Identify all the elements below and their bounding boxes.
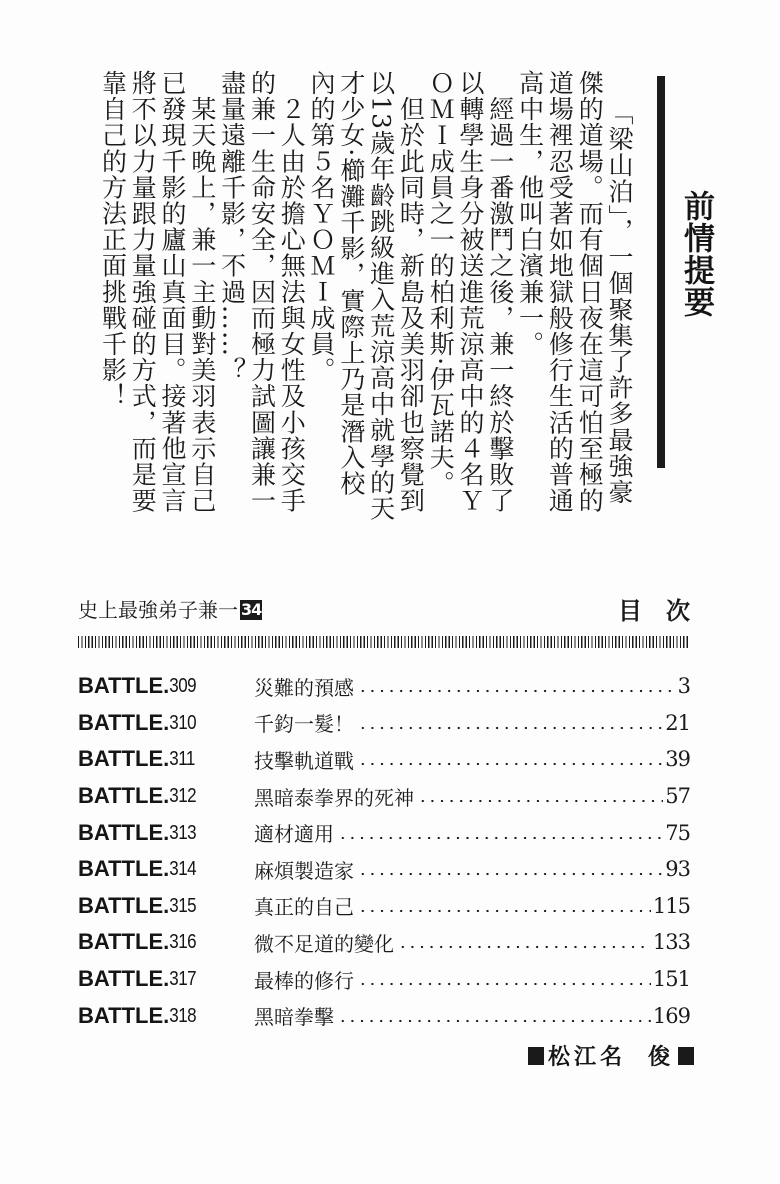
battle-label: BATTLE.315 [78, 892, 197, 918]
summary-column: 的兼一生命安全，因而極力試圖讓兼一 [247, 70, 277, 514]
chapter-title: 千鈞一髮！ [254, 712, 354, 737]
battle-label: BATTLE.317 [78, 966, 197, 992]
chapter-title: 適材適用 [254, 822, 334, 847]
summary-column: 已發現千影的廬山真面目。接著他宣言 [158, 70, 188, 514]
dot-leader [358, 688, 676, 694]
page-number: 115 [652, 893, 690, 918]
battle-label: BATTLE.311 [78, 746, 195, 772]
chapter-title: 黑暗拳擊 [254, 1005, 334, 1030]
page-number: 93 [665, 857, 690, 882]
toc-entry[interactable] [78, 668, 698, 705]
author-name: 松江名 俊 [547, 1045, 674, 1070]
battle-number: 316 [169, 930, 197, 954]
summary-column: 盡量遠離千影，不過……？ [217, 70, 247, 384]
battle-number: 312 [169, 784, 197, 807]
summary-column: 才少女·櫛灘千影，實際上乃是潛入校 [336, 70, 366, 497]
summary-side-rule [657, 76, 665, 468]
page-number: 21 [665, 710, 690, 735]
toc-entry[interactable] [78, 851, 698, 888]
toc-entry[interactable] [78, 924, 698, 961]
battle-number: 317 [169, 967, 197, 990]
dot-leader [358, 871, 663, 877]
contents-label: 目次 [618, 597, 714, 625]
summary-column: 某天晚上，兼一主動對美羽表示自己 [187, 70, 217, 514]
summary-column: ＯＭＩ成員之一的柏利斯·伊瓦諾夫。 [426, 70, 456, 497]
battle-label: BATTLE.318 [78, 1002, 197, 1028]
dot-leader [418, 798, 663, 804]
series-title [78, 596, 262, 624]
chapter-title: 技擊軌道戰 [254, 748, 354, 773]
summary-column: 以13歲年齡跳級進入荒涼高中就學的天 [366, 70, 396, 522]
page-number: 169 [652, 1003, 690, 1028]
page-number: 75 [665, 820, 690, 845]
toc-entry[interactable] [78, 778, 698, 815]
battle-label: BATTLE.310 [78, 709, 197, 735]
dot-leader [358, 761, 663, 767]
dot-leader [398, 944, 651, 950]
dot-leader [358, 725, 663, 731]
toc-entry[interactable] [78, 961, 698, 998]
battle-number: 310 [169, 710, 197, 734]
toc-entry[interactable] [78, 705, 698, 742]
summary-column: 但於此同時，新島及美羽卻也察覺到 [396, 70, 426, 514]
page-number: 133 [652, 930, 690, 955]
summary-column: 以轉學生身分被送進荒涼高中的４名Ｙ [456, 70, 486, 514]
page-number: 151 [652, 967, 690, 992]
summary-column: 靠自己的方法正面挑戰千影！ [98, 70, 128, 410]
page-number: 3 [677, 674, 690, 699]
chapter-title: 微不足道的變化 [254, 931, 394, 956]
toc-entry[interactable] [78, 888, 698, 925]
summary-column: 傑的道場。而有個日夜在這可怕至極的 [575, 70, 605, 514]
page-number: 57 [665, 784, 690, 809]
toc-entry[interactable] [78, 741, 698, 778]
summary-column: ２人由於擔心無法與女性及小孩交手 [277, 70, 307, 514]
page-number: 39 [665, 747, 690, 772]
battle-label: BATTLE.316 [78, 929, 197, 955]
battle-label: BATTLE.314 [78, 856, 197, 882]
toc-entry[interactable] [78, 814, 698, 851]
battle-number: 314 [169, 857, 197, 881]
chapter-title: 黑暗泰拳界的死神 [254, 785, 414, 810]
battle-label: BATTLE.309 [78, 673, 197, 699]
volume-badge: 34 [241, 600, 262, 619]
square-bullet-icon [528, 1047, 544, 1065]
story-summary [62, 70, 634, 522]
battle-number: 309 [169, 674, 197, 698]
barcode-divider [78, 636, 690, 648]
battle-label: BATTLE.313 [78, 819, 197, 845]
battle-number: 311 [169, 747, 195, 771]
dot-leader [358, 981, 651, 987]
toc-header [78, 596, 714, 628]
summary-column: 經過一番激鬥之後，兼一終於擊敗了 [485, 70, 515, 514]
table-of-contents [78, 668, 698, 1034]
summary-column: 將不以力量跟力量強碰的方式，而是要 [128, 70, 158, 514]
square-bullet-icon [678, 1047, 694, 1065]
toc-entry[interactable] [78, 997, 698, 1034]
chapter-title: 麻煩製造家 [254, 858, 354, 883]
summary-title: 前情提要 [678, 190, 714, 318]
author-credit [528, 1040, 694, 1071]
battle-number: 318 [169, 1003, 197, 1027]
summary-column: 內的第５名ＹＯＭＩ成員。 [307, 70, 337, 384]
series-name: 史上最強弟子兼一 [78, 598, 238, 622]
battle-label: BATTLE.312 [78, 783, 197, 809]
chapter-title: 真正的自己 [254, 895, 354, 920]
battle-number: 315 [169, 893, 197, 917]
dot-leader [358, 908, 651, 914]
summary-column: 高中生，他叫白濱兼一。 [515, 70, 545, 358]
dot-leader [338, 1018, 651, 1024]
dot-leader [338, 835, 663, 841]
battle-number: 313 [169, 820, 197, 844]
summary-column: 道場裡忍受著如地獄般修行生活的普通 [545, 70, 575, 514]
chapter-title: 災難的預感 [254, 675, 354, 700]
summary-column: 「梁山泊」，一個聚集了許多最強豪 [605, 100, 634, 506]
chapter-title: 最棒的修行 [254, 968, 354, 993]
